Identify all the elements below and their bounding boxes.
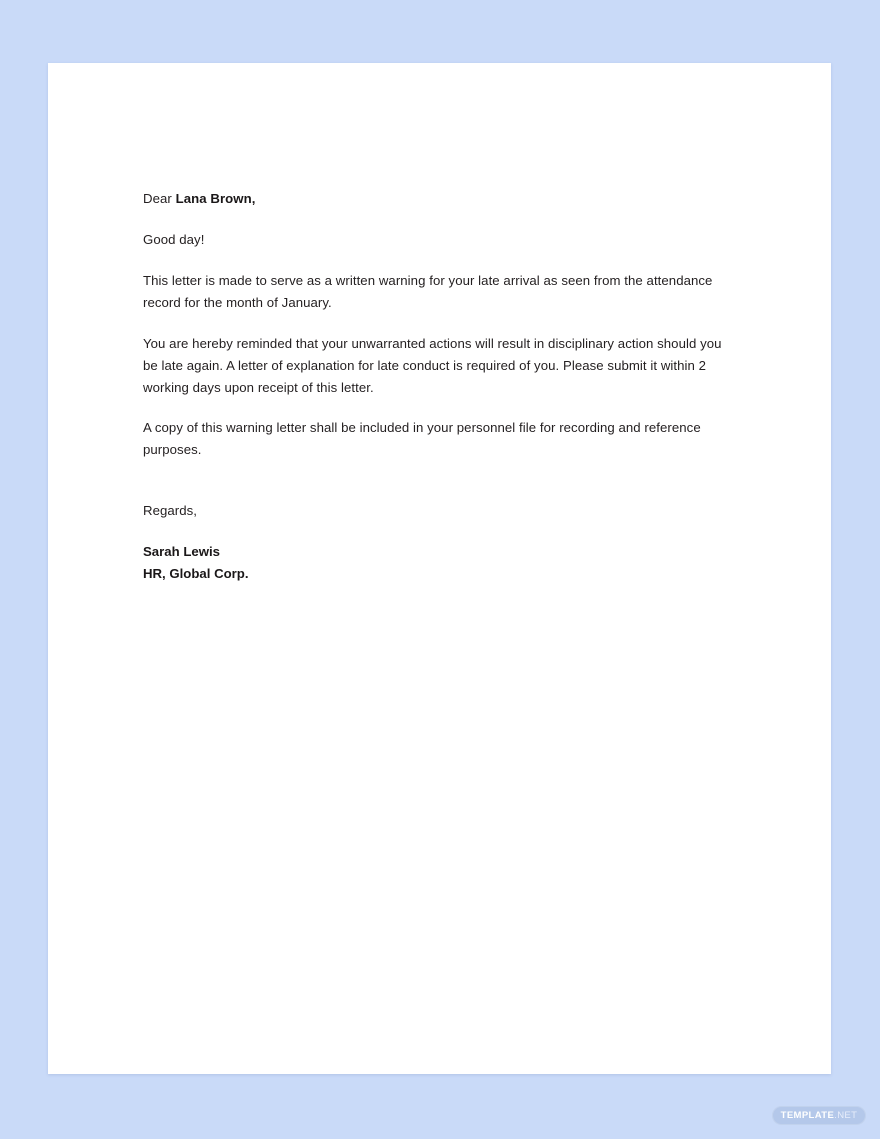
salutation-prefix: Dear: [143, 191, 176, 206]
watermark-suffix-text: .NET: [834, 1109, 858, 1121]
watermark-main-text: TEMPLATE: [780, 1109, 835, 1121]
body-paragraph-2: You are hereby reminded that your unwarranted actions will result in disciplinary action should you be late again. A letter of explanation for late conduct is required of you. Please submit it within 2 working days upon receipt of this letter.: [143, 335, 722, 395]
body-paragraph-1: This letter is made to serve as a written warning for your late arrival as seen from the attendance record for the month of January.: [143, 273, 713, 310]
watermark-label: [781, 1111, 858, 1121]
letter-content: [143, 188, 723, 585]
closing-line: Regards,: [143, 503, 198, 518]
signer-title: HR, Global Corp.: [143, 566, 249, 581]
salutation-line: [143, 188, 723, 210]
letter-document-page: [48, 63, 831, 1074]
signer-name: Sarah Lewis: [143, 544, 220, 559]
template-net-watermark-badge: [772, 1106, 866, 1125]
greeting-line: Good day!: [143, 232, 205, 247]
body-paragraph-3: A copy of this warning letter shall be included in your personnel file for recording and reference purposes.: [143, 420, 701, 457]
signature-block: [143, 541, 723, 585]
recipient-name: Lana Brown,: [175, 191, 256, 206]
